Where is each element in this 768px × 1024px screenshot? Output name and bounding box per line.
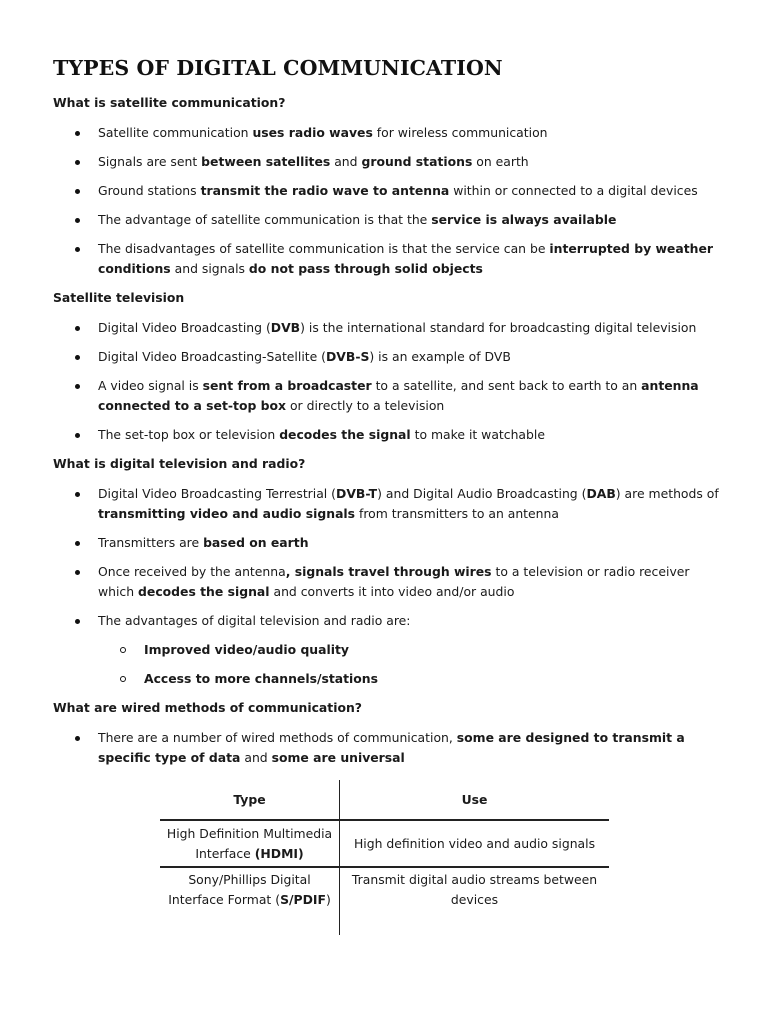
text-run: and converts it into video and/or audio <box>269 584 515 599</box>
list-item <box>53 669 723 689</box>
list-item <box>53 533 723 553</box>
list-item <box>53 484 723 524</box>
text-run: The disadvantages of satellite communication is that the service can be <box>98 241 550 256</box>
text-run: and signals <box>170 261 249 276</box>
text-run: High definition video and audio signals <box>353 835 596 851</box>
section-heading: What is satellite communication? <box>53 95 286 110</box>
list-item <box>53 210 723 230</box>
list-item <box>53 152 723 172</box>
bullet-icon <box>75 355 80 360</box>
bullet-icon <box>75 218 80 223</box>
text-run: and <box>240 750 272 765</box>
bullet-icon <box>75 619 80 624</box>
table-cell-type <box>160 867 340 935</box>
text-run: for wireless communication <box>372 125 548 140</box>
page-title: TYPES OF DIGITAL COMMUNICATION <box>53 56 503 80</box>
text-run: Digital Video Broadcasting ( <box>98 320 271 335</box>
bold-text: antenna connected to a set-top box <box>98 378 699 413</box>
bold-text: , signals travel through wires <box>285 564 492 579</box>
text-run: There are a number of wired methods of communication, <box>98 730 457 745</box>
text-run: Transmitters are <box>98 535 204 550</box>
bullet-icon <box>75 541 80 546</box>
text-run: ) are methods of <box>615 486 719 501</box>
wired-methods-table <box>160 780 609 935</box>
document-page <box>53 54 723 777</box>
bullet-icon <box>75 492 80 497</box>
bullet-icon <box>75 384 80 389</box>
bold-text: between satellites <box>201 154 331 169</box>
column-header-type: Type <box>160 780 340 820</box>
hollow-bullet-icon <box>120 676 126 682</box>
bullet-list <box>53 318 723 445</box>
bold-text: interrupted by weather conditions <box>98 241 713 276</box>
text-run: to a satellite, and sent back to earth to an <box>371 378 642 393</box>
text-run: to a television or radio receiver which <box>98 564 690 599</box>
bullet-icon <box>75 247 80 252</box>
bullet-list <box>53 484 723 631</box>
text-run: Digital Video Broadcasting-Satellite ( <box>98 349 327 364</box>
bold-text: decodes the signal <box>138 584 270 599</box>
list-item <box>53 181 723 201</box>
bold-text: decodes the signal <box>279 427 411 442</box>
column-header-use: Use <box>461 791 488 807</box>
text-run: Once received by the antenna <box>98 564 286 579</box>
bold-text: DAB <box>586 486 616 501</box>
text-run: Digital Video Broadcasting Terrestrial ( <box>98 486 337 501</box>
section-heading: What are wired methods of communication? <box>53 700 362 715</box>
text-run: and <box>330 154 362 169</box>
table-row <box>160 820 609 867</box>
bullet-icon <box>75 189 80 194</box>
bold-text: based on earth <box>203 535 309 550</box>
text-run: The advantages of digital television and radio are: <box>98 613 411 628</box>
bold-text: transmit the radio wave to antenna <box>200 183 450 198</box>
text-run: Signals are sent <box>98 154 202 169</box>
list-item <box>53 728 723 768</box>
text-run: ) <box>325 892 331 907</box>
text-run: on earth <box>472 154 529 169</box>
text-run: Ground stations <box>98 183 201 198</box>
bold-text: DVB <box>270 320 301 335</box>
bold-text: S/PDIF <box>280 892 326 907</box>
bullet-icon <box>75 326 80 331</box>
bold-text: some are universal <box>271 750 405 765</box>
bold-text: Improved video/audio quality <box>144 642 349 657</box>
text-run: from transmitters to an antenna <box>355 506 559 521</box>
list-item <box>53 640 723 660</box>
sections <box>53 93 723 768</box>
bullet-list <box>53 123 723 279</box>
bold-text: ground stations <box>361 154 473 169</box>
section-heading: Satellite television <box>53 290 185 305</box>
list-item <box>53 318 723 338</box>
list-item <box>53 376 723 416</box>
text-run: within or connected to a digital devices <box>449 183 698 198</box>
bullet-icon <box>75 131 80 136</box>
table-row <box>160 867 609 935</box>
bold-text: DVB-T <box>336 486 378 501</box>
list-item <box>53 562 723 602</box>
text-run: ) is an example of DVB <box>369 349 511 364</box>
list-item <box>53 123 723 143</box>
bold-text: sent from a broadcaster <box>202 378 372 393</box>
text-run: ) is the international standard for broadcasting digital television <box>300 320 697 335</box>
text-run: ) and Digital Audio Broadcasting ( <box>377 486 587 501</box>
bullet-icon <box>75 160 80 165</box>
list-item <box>53 239 723 279</box>
text-run: Sony/Phillips Digital Interface Format ( <box>168 872 311 907</box>
list-item <box>53 347 723 367</box>
hollow-bullet-icon <box>120 647 126 653</box>
text-run: or directly to a television <box>286 398 445 413</box>
text-run: A video signal is <box>98 378 203 393</box>
bold-text: Access to more channels/stations <box>144 671 379 686</box>
text-run: The set-top box or television <box>98 427 280 442</box>
bullet-icon <box>75 736 80 741</box>
bold-text: (HDMI) <box>254 845 304 861</box>
bullet-list <box>53 728 723 768</box>
bold-text: transmitting video and audio signals <box>98 506 356 521</box>
text-run: Transmit digital audio streams between devices <box>351 872 598 907</box>
text-run: The advantage of satellite communication is that the <box>98 212 432 227</box>
text-run: Satellite communication <box>98 125 253 140</box>
bullet-icon <box>75 433 80 438</box>
table-cell-use <box>340 820 610 867</box>
list-item <box>53 611 723 631</box>
sub-bullet-list <box>53 640 723 689</box>
text-run: to make it watchable <box>410 427 545 442</box>
table-cell-type <box>160 820 340 867</box>
text-run: High Definition Multimedia Interface <box>166 825 333 861</box>
bold-text: service is always available <box>431 212 617 227</box>
bold-text: uses radio waves <box>252 125 373 140</box>
table-cell-use <box>340 867 610 935</box>
bold-text: DVB-S <box>326 349 370 364</box>
table-header-row <box>160 780 609 820</box>
bold-text: do not pass through solid objects <box>248 261 483 276</box>
bold-text: some are designed to transmit a specific type of data <box>98 730 685 765</box>
list-item <box>53 425 723 445</box>
section-heading: What is digital television and radio? <box>53 456 306 471</box>
bullet-icon <box>75 570 80 575</box>
